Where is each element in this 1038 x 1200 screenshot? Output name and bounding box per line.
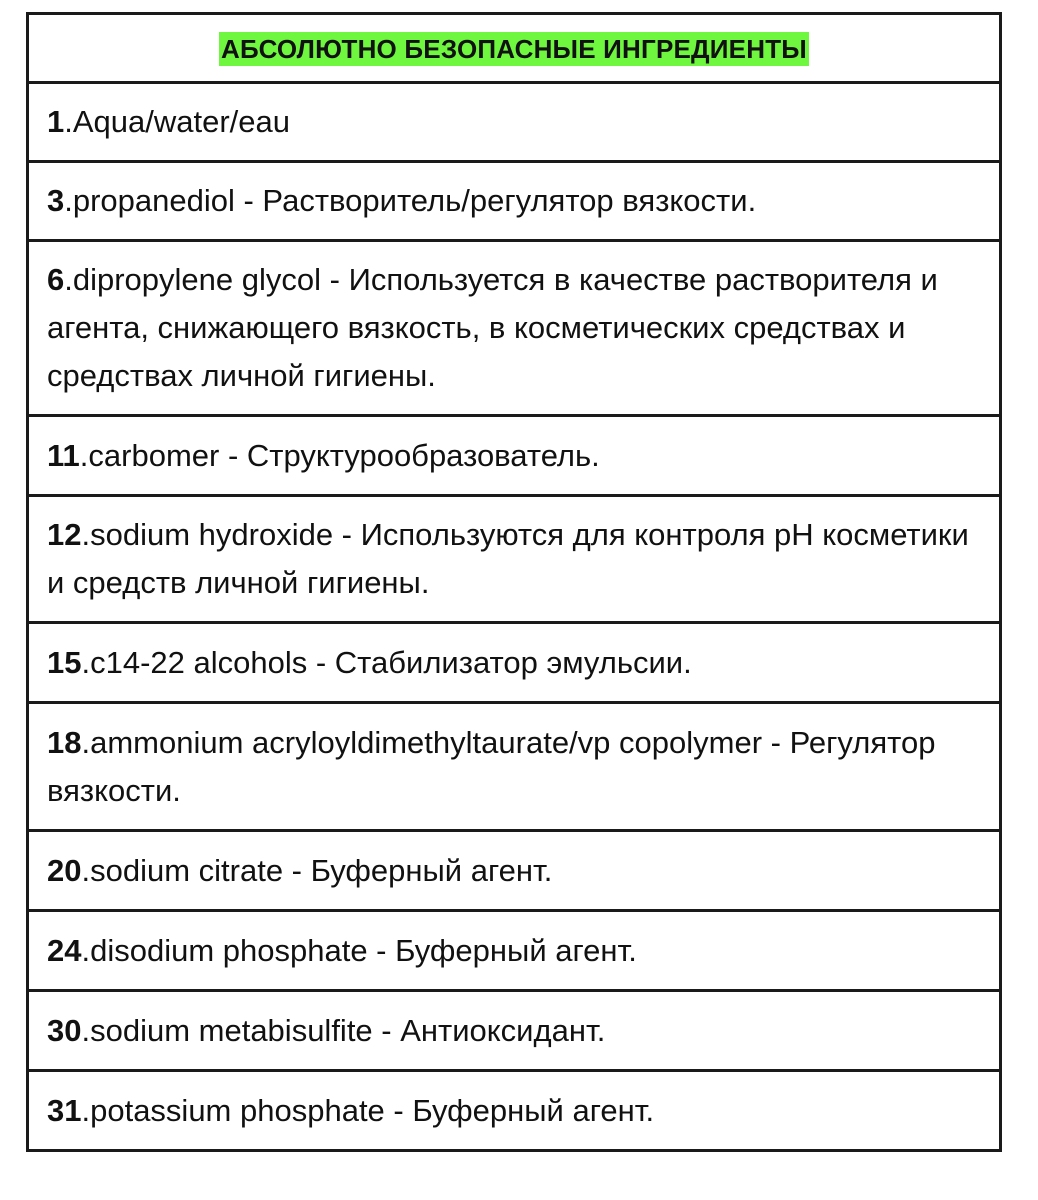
ingredient-number: 1: [47, 104, 65, 139]
ingredient-description: .propanediol - Растворитель/регулятор вязкости.: [64, 183, 757, 218]
ingredient-number: 15: [47, 644, 82, 680]
ingredient-number: 24: [47, 932, 82, 968]
table-header-cell: [28, 14, 1001, 83]
table-row: [28, 496, 1001, 623]
ingredient-description: .ammonium acryloyldimethyltaurate/vp copolymer - Регулятор вязкости.: [47, 724, 936, 808]
table-row: [28, 703, 1001, 831]
table-header-row: [28, 14, 1001, 83]
table-cell: [28, 1071, 1001, 1151]
table-row: [28, 162, 1001, 241]
table-cell: [28, 703, 1001, 831]
ingredient-number: 30: [47, 1012, 82, 1048]
table-cell: [28, 83, 1001, 162]
ingredient-description: .disodium phosphate - Буферный агент.: [81, 932, 637, 968]
table-cell: [28, 162, 1001, 241]
ingredient-number: 3: [47, 183, 65, 218]
table-cell: [28, 623, 1001, 703]
table-cell: [28, 831, 1001, 911]
ingredient-description: .dipropylene glycol - Используется в качестве растворителя и агента, снижающего вязкость, в косметических средствах и средствах личной гигиены.: [47, 262, 938, 393]
ingredient-description: .Aqua/water/eau: [64, 104, 291, 139]
ingredient-description: .sodium metabisulfite - Антиоксидант.: [81, 1012, 606, 1048]
table-row: [28, 831, 1001, 911]
ingredient-number: 18: [47, 724, 82, 760]
table-row: [28, 1071, 1001, 1151]
table-cell: [28, 911, 1001, 991]
ingredient-number: 20: [47, 852, 82, 888]
ingredient-description: .sodium hydroxide - Используются для контроля pH косметики и средств личной гигиены.: [47, 517, 969, 600]
ingredient-number: 31: [47, 1092, 82, 1128]
table-cell: [28, 991, 1001, 1071]
table-row: [28, 83, 1001, 162]
table-row: [28, 416, 1001, 496]
ingredient-number: 12: [47, 517, 82, 552]
table-title: АБСОЛЮТНО БЕЗОПАСНЫЕ ИНГРЕДИЕНТЫ: [221, 34, 807, 64]
table-cell: [28, 241, 1001, 416]
table-row: [28, 241, 1001, 416]
ingredient-number: 11: [47, 437, 80, 473]
table-row: [28, 911, 1001, 991]
table-row: [28, 623, 1001, 703]
table-cell: [28, 496, 1001, 623]
ingredient-description: .c14-22 alcohols - Стабилизатор эмульсии.: [81, 644, 692, 680]
ingredient-number: 6: [47, 262, 65, 297]
ingredient-description: .carbomer - Структурообразователь.: [79, 437, 600, 473]
ingredient-description: .sodium citrate - Буферный агент.: [81, 852, 553, 888]
ingredients-table: [26, 12, 1002, 1152]
table-row: [28, 991, 1001, 1071]
ingredient-description: .potassium phosphate - Буферный агент.: [81, 1092, 655, 1128]
table-cell: [28, 416, 1001, 496]
